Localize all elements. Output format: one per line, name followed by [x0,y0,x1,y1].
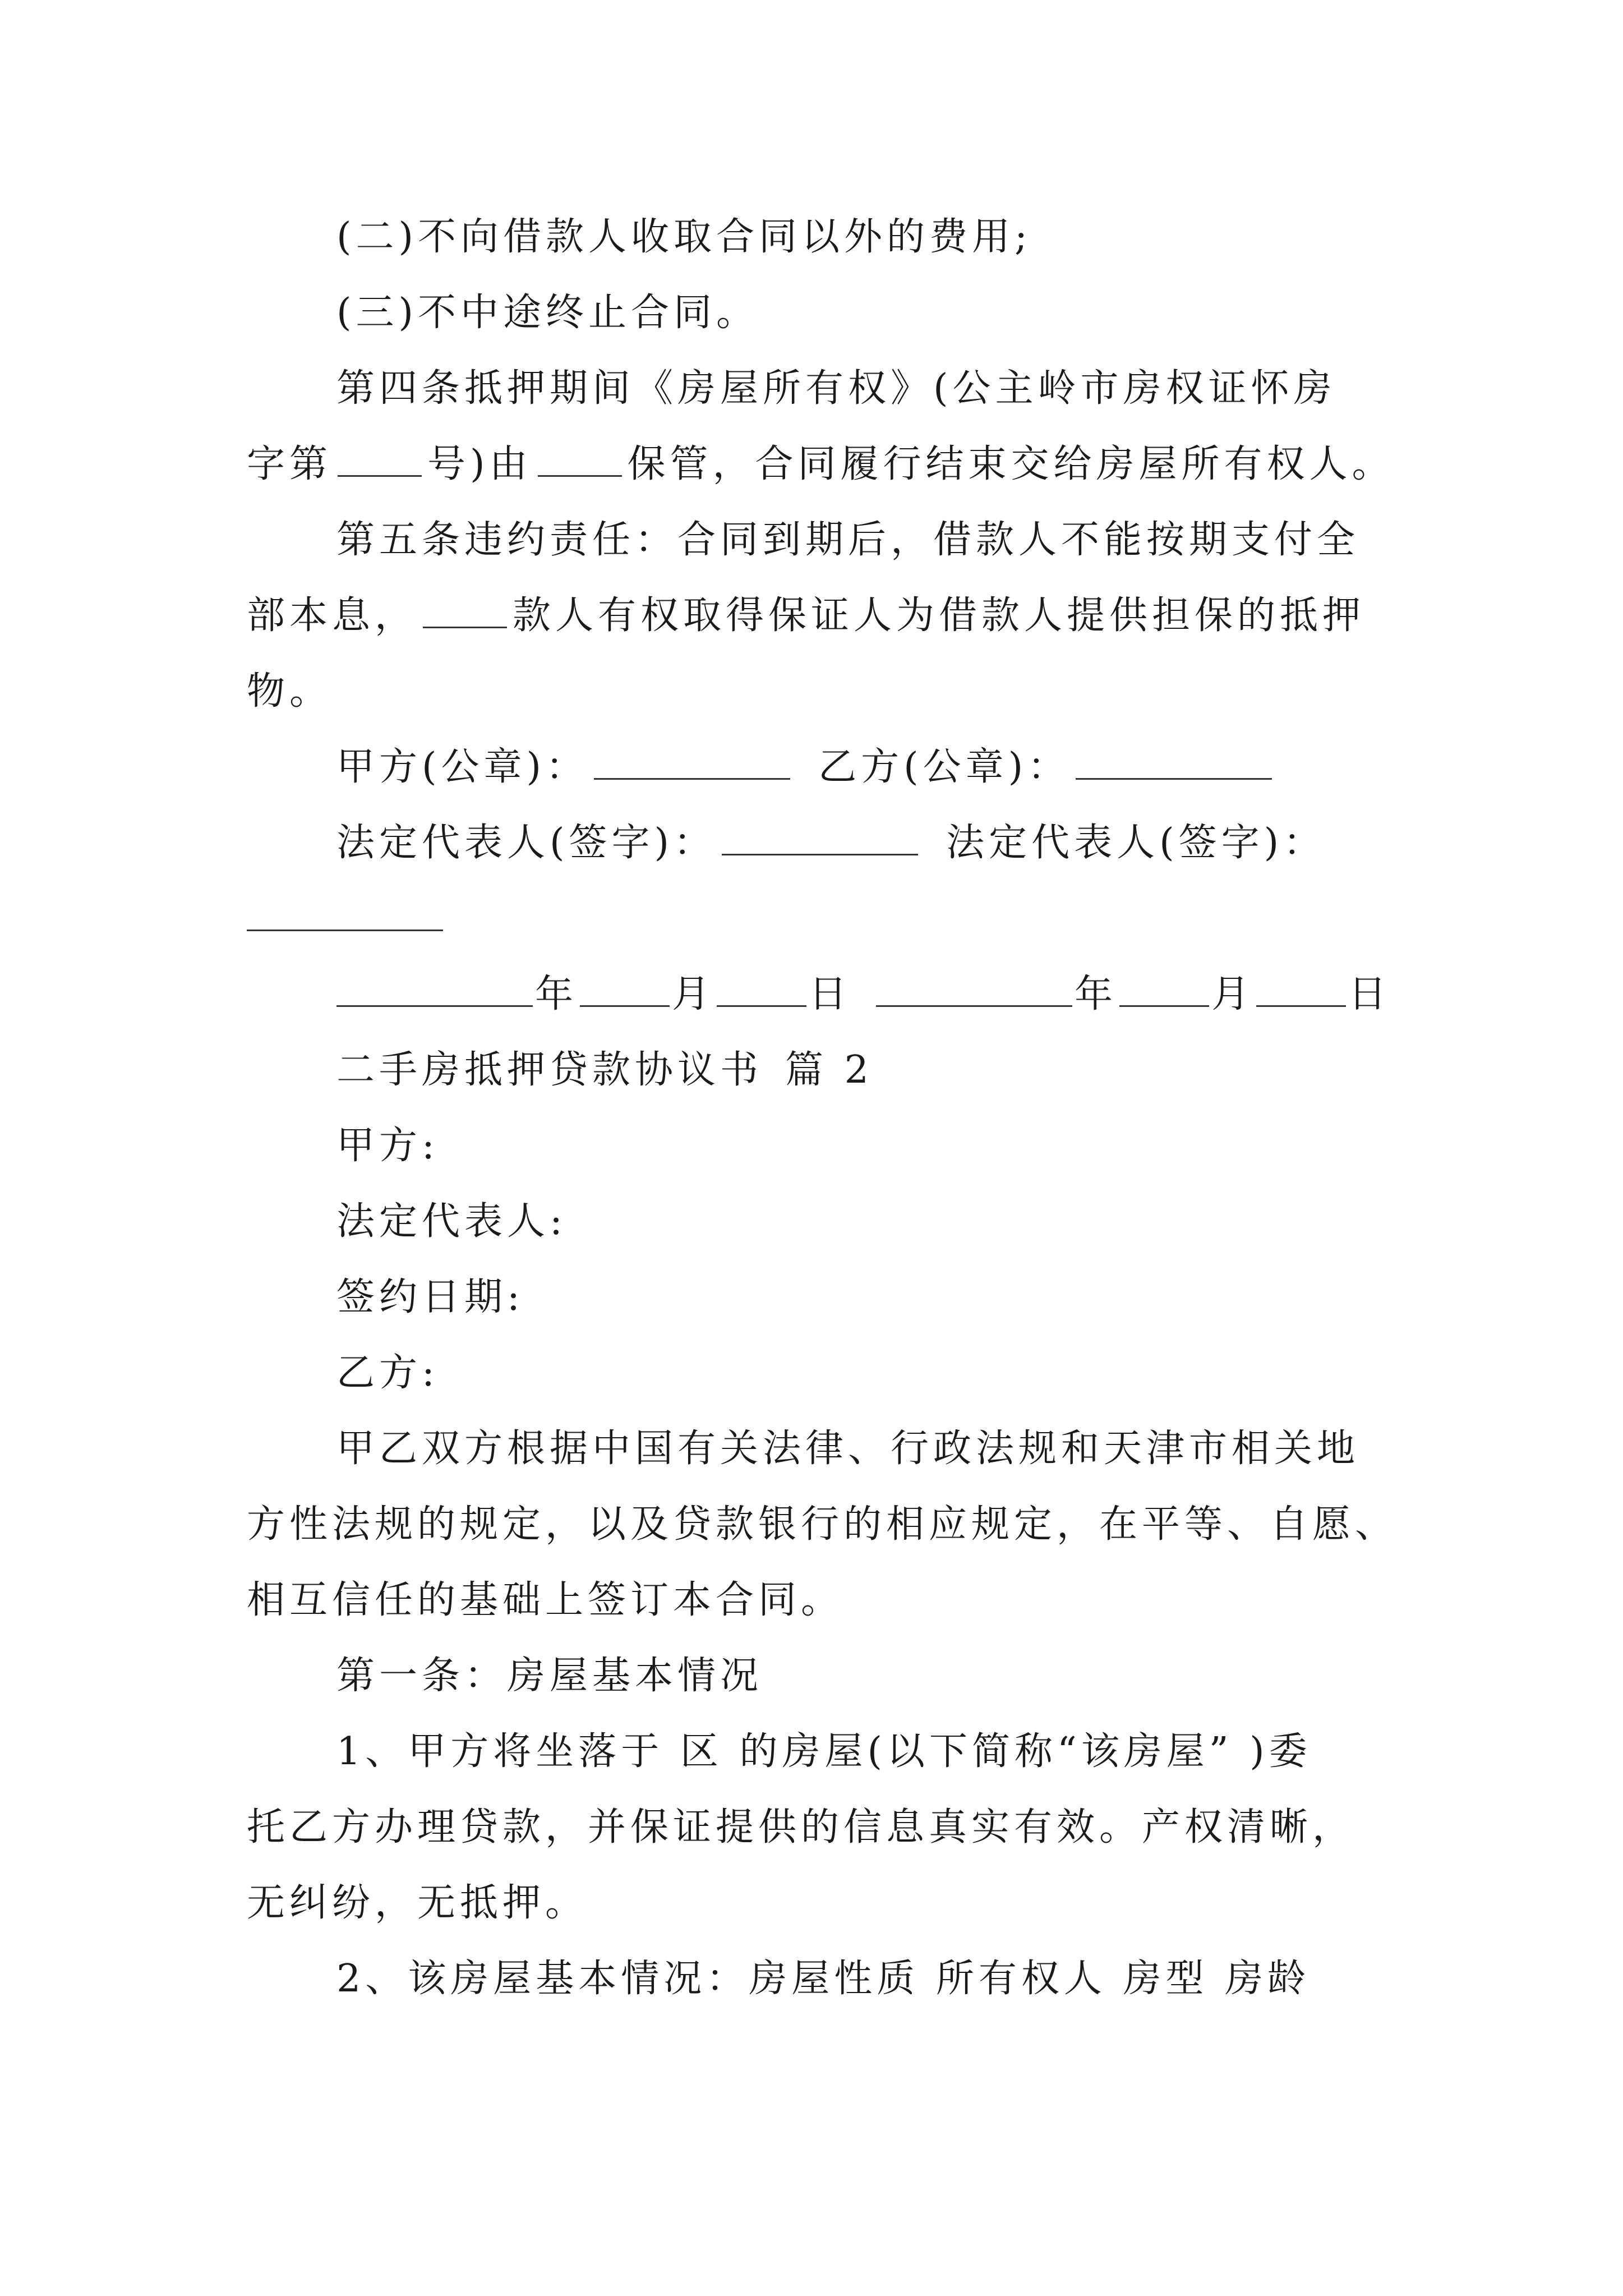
sign-date-field [247,1259,1380,1335]
legal-rep-field [247,1184,1380,1259]
article-five-line [247,502,1380,578]
party-b-line [247,1335,1380,1411]
party-a-line [247,1108,1380,1184]
item-text: 2、该房屋基本情况：房屋性质 所有权人 房型 房龄 [336,1957,1311,2001]
article-heading-text: 第一条：房屋基本情况 [336,1654,763,1698]
clause-text: (三)不中途终止合同。 [336,291,759,335]
item-text: 无纠纷，无抵押。 [247,1881,588,1925]
party-b-seal-blank [1076,749,1272,780]
legal-rep-a-blank [722,825,918,855]
year-blank-a [336,976,533,1007]
fill-in-blank [423,597,507,628]
party-a-seal-label: 甲方(公章)： [336,745,589,789]
day-blank-a [717,976,806,1007]
item-text: 1、甲方将坐落于 区 的房屋(以下简称“该房屋” )委 [336,1729,1312,1774]
article-text: 第四条抵押期间《房屋所有权》(公主岭市房权证怀房 [336,366,1336,411]
year-label: 年 [1075,972,1118,1016]
section-title-suffix: 篇 2 [785,1048,873,1092]
article-one-heading [247,1638,1380,1714]
clause-text: (二)不向借款人收取合同以外的费用; [336,215,1032,259]
article-five-continuation [247,578,1380,654]
preamble-text: 相互信任的基础上签订本合同。 [247,1578,844,1622]
section-title: 二手房抵押贷款协议书 [336,1048,763,1092]
article-text: 字第 [247,442,333,486]
document-body [247,199,1398,2017]
month-label: 月 [1211,972,1255,1016]
party-b-label: 乙方: [336,1351,439,1395]
item-two-line [247,1941,1380,2017]
article-four-continuation [247,426,1395,502]
legal-rep-line [247,805,1380,881]
fill-in-blank [338,446,422,477]
preamble-line [247,1562,1380,1638]
article-text: 号)由 [427,442,532,486]
item-one-line [247,1714,1380,1789]
item-text: 托乙方办理贷款，并保证提供的信息真实有效。产权清晰， [247,1805,1355,1849]
legal-rep-label: 法定代表人: [336,1199,567,1244]
preamble-text: 甲乙双方根据中国有关法律、行政法规和天津市相关地 [336,1427,1360,1471]
article-text: 第五条违约责任：合同到期后，借款人不能按期支付全 [336,518,1360,562]
legal-rep-b-label: 法定代表人(签字)： [946,821,1326,865]
party-a-label: 甲方: [336,1124,439,1168]
seal-line [247,729,1380,805]
preamble-line [247,1487,1398,1562]
month-label: 月 [672,972,715,1016]
article-five-end [247,654,1380,729]
legal-rep-b-blank-line [247,881,1380,956]
article-text: 部本息， [247,593,418,638]
item-one-line [247,1789,1380,1865]
article-text: 物。 [247,669,333,714]
year-blank-b [876,976,1072,1007]
article-text: 保管，合同履行结束交给房屋所有权人。 [627,442,1395,486]
legal-rep-a-label: 法定代表人(签字)： [336,821,717,865]
clause-line [247,275,1380,351]
section-two-title [247,1032,1380,1108]
clause-line [247,199,1380,275]
legal-rep-b-blank [247,900,443,931]
sign-date-label: 签约日期: [336,1275,524,1319]
article-four-line [247,351,1380,426]
month-blank-b [1119,976,1209,1007]
item-one-line [247,1865,1380,1941]
preamble-line [247,1411,1380,1487]
party-b-seal-label: 乙方(公章)： [818,745,1071,789]
year-label: 年 [535,972,578,1016]
day-blank-b [1256,976,1346,1007]
day-label: 日 [1348,972,1391,1016]
article-text: 款人有权取得保证人为借款人提供担保的抵押 [513,593,1366,638]
month-blank-a [580,976,670,1007]
fill-in-blank [538,446,622,477]
day-label: 日 [809,972,852,1016]
preamble-text: 方性法规的规定，以及贷款银行的相应规定，在平等、自愿、 [247,1502,1398,1547]
date-line [247,956,1391,1032]
party-a-seal-blank [594,749,790,780]
